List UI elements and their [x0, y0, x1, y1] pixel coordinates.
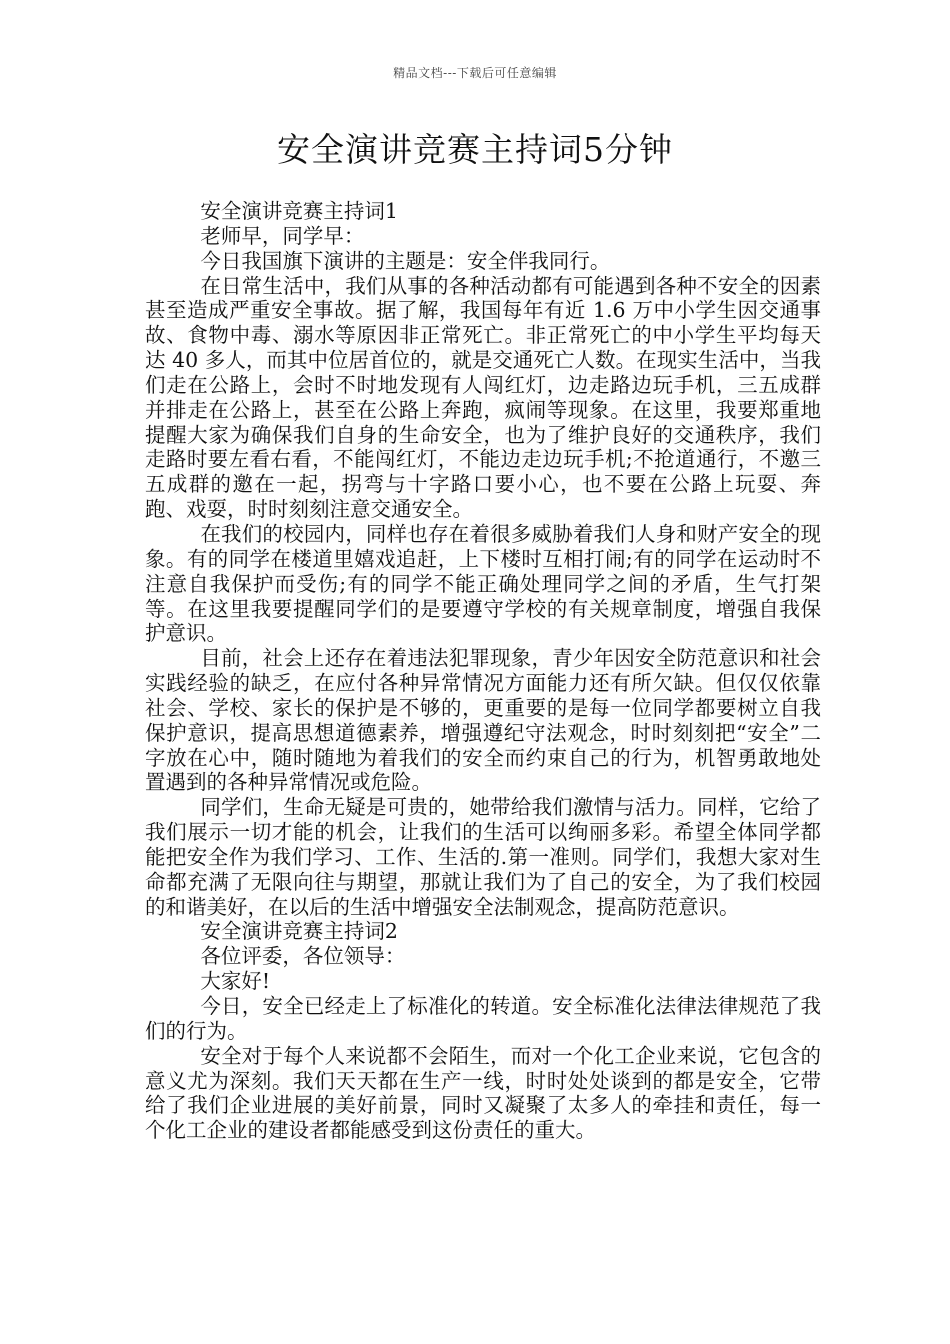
theme-paragraph: 今日我国旗下演讲的主题是：安全伴我同行。 [200, 248, 611, 273]
chemical-enterprise-paragraph: 安全对于每个人来说都不会陌生，而对一个化工企业来说，它包含的意义尤为深刻。我们天天都在生产一线，时时处处谈到的都是安全，它带给了我们企业进展的美好前景，同时又凝聚了太多人的牵挂和责任，每一个化工企业的建设者都能感受到这份责任的重大。 [145, 1043, 821, 1143]
header-note: 精品文档---下载后可任意编辑 [393, 66, 557, 80]
document-title: 安全演讲竞赛主持词5分钟 [277, 130, 673, 169]
greeting-paragraph: 老师早，同学早： [200, 223, 365, 248]
campus-safety-paragraph: 在我们的校园内，同样也存在着很多威胁着我们人身和财产安全的现象。有的同学在楼道里嬉戏追赶，上下楼时互相打闹;有的同学在运动时不注意自我保护而受伤;有的同学不能正确处理同学之间的矛盾，生气打架等。在这里我要提醒同学们的是要遵守学校的有关规章制度，增强自我保护意识。 [145, 521, 821, 646]
address-paragraph: 各位评委，各位领导： [200, 944, 406, 969]
document-body [145, 199, 821, 1143]
closing-paragraph: 同学们，生命无疑是可贵的，她带给我们激情与活力。同样，它给了我们展示一切才能的机会，让我们的生活可以绚丽多彩。希望全体同学都能把安全作为我们学习、工作、生活的.第一准则。同学们，我想大家对生命都充满了无限向往与期望，那就让我们为了自己的安全，为了我们校园的和谐美好，在以后的生活中增强安全法制观念，提高防范意识。 [145, 795, 821, 919]
traffic-safety-paragraph: 在日常生活中，我们从事的各种活动都有可能遇到各种不安全的因素甚至造成严重安全事故。据了解，我国每年有近 1.6 万中小学生因交通事故、食物中毒、溺水等原因非正常死亡。非正常死亡的中小学生平均每天达 40 多人，而其中位居首位的，就是交通死亡人数。在现实生活中，当我们走在公路上，会时不时地发现有人闯红灯，边走路边玩手机，三五成群并排走在公路上，甚至在公路上奔跑，疯闹等现象。在这里，我要郑重地提醒大家为确保我们自身的生命安全，也为了维护良好的交通秩序，我们走路时要左看右看，不能闯红灯，不能边走边玩手机;不抢道通行，不邀三五成群的邀在一起，拐弯与十字路口要小心，也不要在公路上玩耍、奔跑、戏耍，时时刻刻注意交通安全。 [145, 273, 821, 522]
section-heading-2: 安全演讲竞赛主持词2 [200, 919, 398, 944]
standardization-paragraph: 今日，安全已经走上了标准化的转道。安全标准化法律法律规范了我们的行为。 [145, 994, 821, 1043]
self-protection-paragraph: 目前，社会上还存在着违法犯罪现象，青少年因安全防范意识和社会实践经验的缺乏，在应付各种异常情况方面能力还有所欠缺。但仅仅依靠社会、学校、家长的保护是不够的，更重要的是每一位同学都要树立自我保护意识，提高思想道德素养，增强遵纪守法观念，时时刻刻把“安全”二字放在心中，随时随地为着我们的安全而约束自己的行为，机智勇敢地处置遇到的各种异常情况或危险。 [145, 646, 821, 795]
hello-paragraph: 大家好! [200, 969, 271, 994]
section-heading-1: 安全演讲竞赛主持词1 [200, 199, 398, 223]
